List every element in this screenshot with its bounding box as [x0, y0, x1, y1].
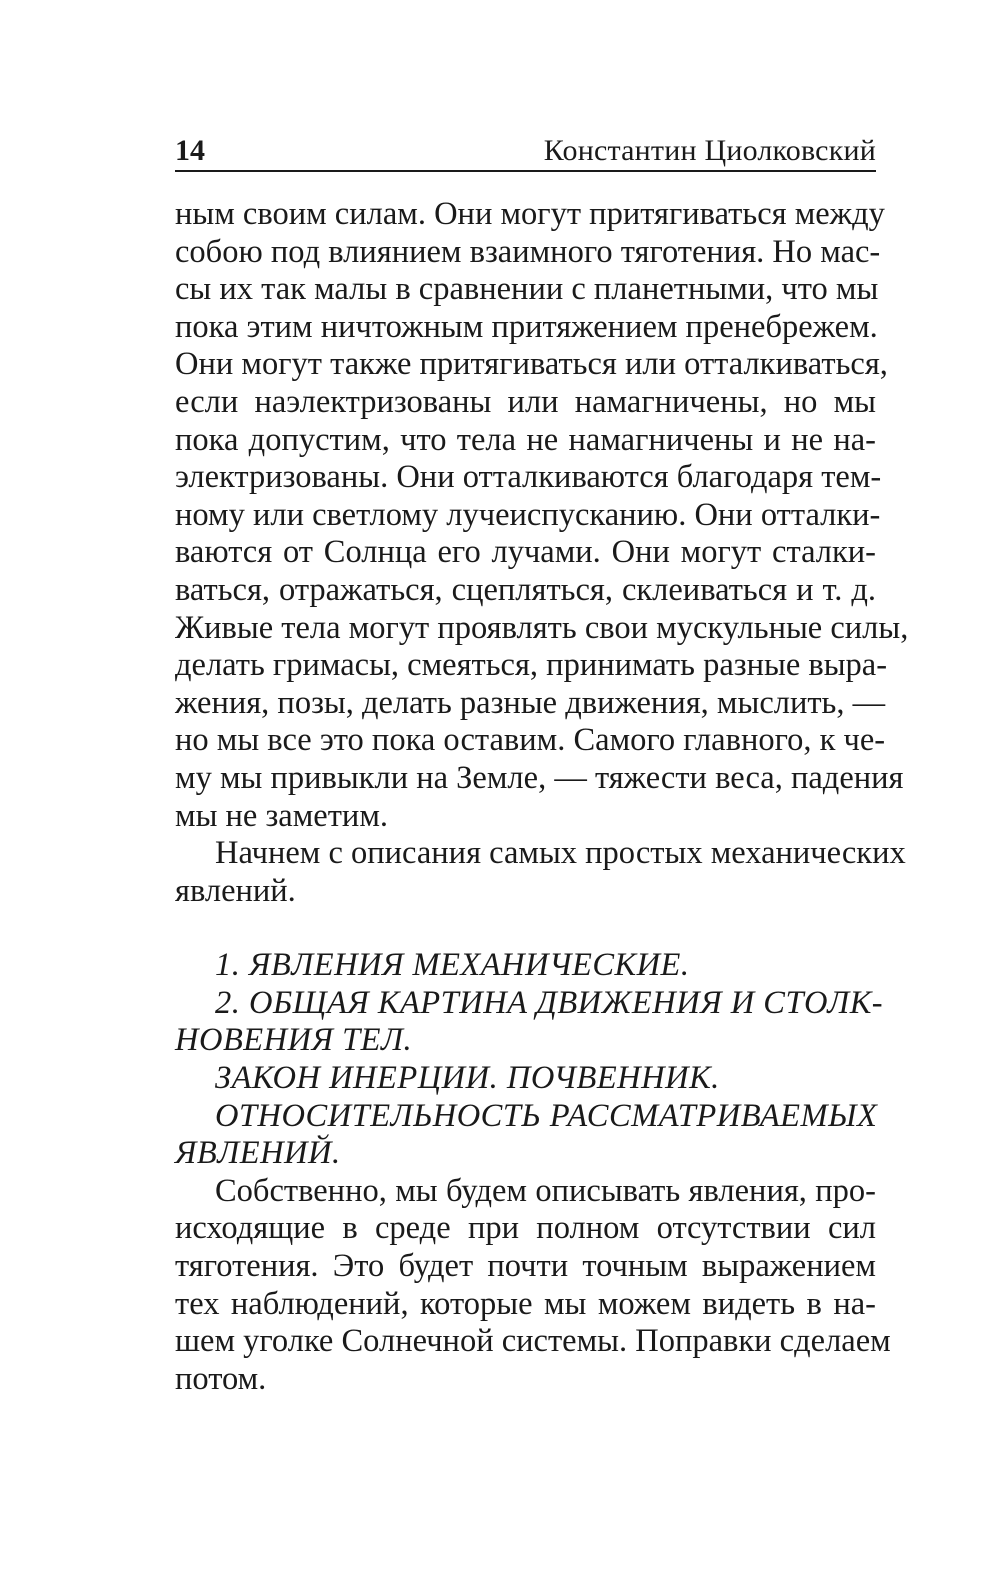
running-head: [175, 130, 876, 172]
text-line: сы их так малы в сравнении с планетными, что мы: [175, 271, 879, 308]
paragraph-2: [175, 835, 906, 910]
text-line: явлений.: [175, 872, 296, 909]
text-line: но мы все это пока оставим. Самого главного, к че-: [175, 722, 886, 759]
section-heading: ОТНОСИТЕЛЬНОСТЬ РАССМАТРИВАЕМЫХ: [215, 1097, 878, 1134]
text-line: ваются от Солнца его лучами. Они могут сталки-: [175, 534, 876, 571]
paragraph-3: [175, 1172, 891, 1399]
text-line: тяготения. Это будет почти точным выражением: [175, 1248, 876, 1285]
page-number: 14: [175, 134, 205, 167]
text-line: ваться, отражаться, сцепляться, склеиваться и т. д.: [175, 571, 876, 608]
text-line: жения, позы, делать разные движения, мыслить, —: [175, 684, 886, 721]
text-line: тех наблюдений, которые мы можем видеть в на-: [175, 1285, 876, 1322]
body-text: [175, 196, 909, 1398]
text-line: потом.: [175, 1360, 267, 1397]
text-line: ным своим силам. Они могут притягиваться между: [175, 196, 885, 232]
text-line: пока допустим, что тела не намагничены и не на-: [175, 421, 876, 458]
text-line: собою под влиянием взаимного тяготения. Но мас-: [175, 233, 881, 270]
text-line: Начнем с описания самых простых механических: [215, 835, 906, 872]
text-line: пока этим ничтожным притяжением пренебрежем.: [175, 308, 878, 345]
text-line: му мы привыкли на Земле, — тяжести веса, падения: [175, 759, 904, 796]
text-line: шем уголке Солнечной системы. Поправки сделаем: [175, 1323, 891, 1360]
section-headings: [175, 947, 884, 1173]
text-line: электризованы. Они отталкиваются благодаря тем-: [175, 459, 882, 496]
section-heading: 2. ОБЩАЯ КАРТИНА ДВИЖЕНИЯ И СТОЛК-: [215, 984, 884, 1021]
section-heading: 1. ЯВЛЕНИЯ МЕХАНИЧЕСКИЕ.: [215, 947, 690, 984]
text-line: делать гримасы, смеяться, принимать разные выра-: [175, 647, 888, 684]
paragraph-1: [175, 196, 909, 835]
text-line: если наэлектризованы или намагничены, но мы: [175, 383, 876, 420]
text-line: исходящие в среде при полном отсутствии сил: [175, 1210, 876, 1247]
section-heading: НОВЕНИЯ ТЕЛ.: [175, 1022, 413, 1059]
text-line: Они могут также притягиваться или отталкиваться,: [175, 346, 888, 383]
running-title: Константин Циолковский: [543, 134, 876, 167]
text-line: ному или светлому лучеиспусканию. Они отталки-: [175, 496, 881, 533]
text-line: мы не заметим.: [175, 797, 389, 834]
text-line: Живые тела могут проявлять свои мускульные силы,: [175, 609, 909, 646]
section-heading: ЯВЛЕНИЙ.: [175, 1135, 341, 1172]
text-line: Собственно, мы будем описывать явления, про-: [215, 1172, 876, 1209]
section-heading: ЗАКОН ИНЕРЦИИ. ПОЧВЕННИК.: [215, 1060, 720, 1097]
